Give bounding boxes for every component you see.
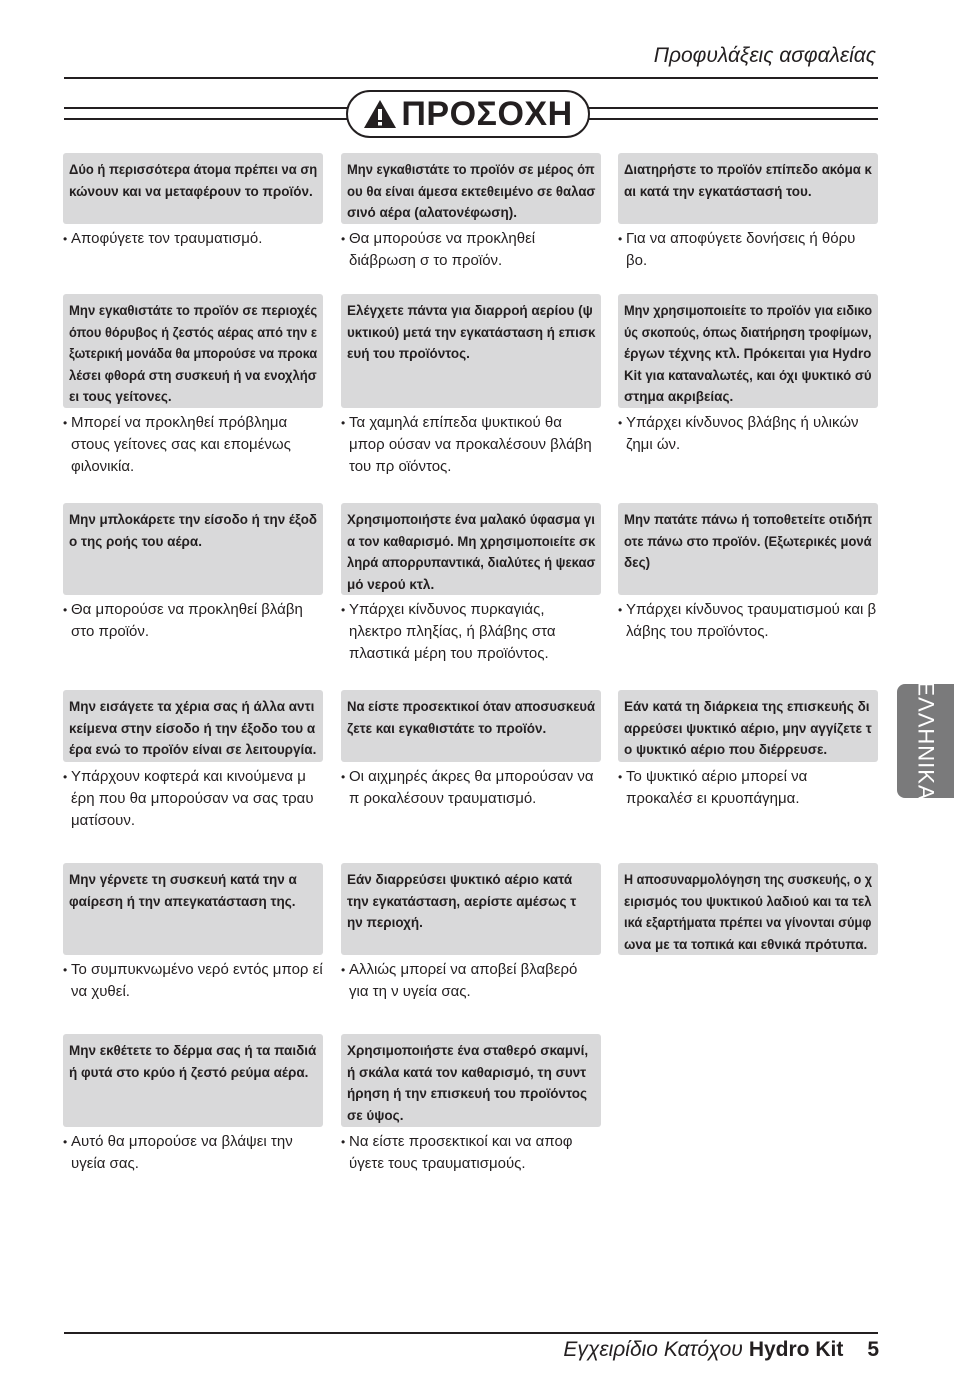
caution-heading: Δύο ή περισσότερα άτομα πρέπει να ση κώνουν και να μεταφέρουν το προϊόν. [63,153,323,224]
caution-note: • Υπάρχει κίνδυνος τραυματισμού και β λάβης του προϊόντος. [618,601,877,640]
language-tab [897,681,954,801]
caution-heading: Ελέγχετε πάντα για διαρροή αερίου (ψ υκτικού) μετά την εγκατάσταση ή επισκ ευή του προϊόντος. [341,294,601,408]
footer-rule [64,1332,878,1334]
caution-item [341,503,601,665]
caution-note: • Αυτό θα μπορούσε να βλάψει την υγεία σας. [63,1133,293,1172]
caution-note: • Να είστε προσεκτικοί και να αποφ ύγετε τους τραυματισμούς. [341,1133,573,1172]
caution-note: • Αποφύγετε τον τραυματισμό. [63,230,263,247]
caution-note: • Θα μπορούσε να προκληθεί βλάβη στο προϊόν. [63,601,303,640]
footer-product: Hydro Kit [748,1338,844,1361]
caution-note: • Αλλιώς μπορεί να αποβεί βλαβερό για τη ν υγεία σας. [341,961,578,1000]
footer [563,1338,879,1362]
caution-note: • Για να αποφύγετε δονήσεις ή θόρυ βο. [618,230,856,269]
caution-note: • Το ψυκτικό αέριο μπορεί να προκαλέσ ει κρυοπάγημα. [618,768,808,807]
caution-heading: Μην μπλοκάρετε την είσοδο ή την έξοδ ο της ροής του αέρα. [63,503,323,595]
caution-note: • Υπάρχει κίνδυνος πυρκαγιάς, ηλεκτρο πληξίας, ή βλάβης στα πλαστικά μέρη του προϊόντος. [341,601,556,662]
footer-manual: Εγχειρίδιο Κατόχου [563,1338,743,1361]
caution-heading: Μην εγκαθιστάτε το προϊόν σε περιοχές όπου θόρυβος ή ζεστός αέρας από την ε ξωτερική μονάδα θα μπορούσε να προκα λέσει φθορά στη συσκευή ή να ενοχλήσ ει τους γείτονες. [63,294,323,408]
caution-note: • Οι αιχμηρές άκρες θα μπορούσαν να π ροκαλέσουν τραυματισμό. [341,768,594,807]
caution-heading: Μην εισάγετε τα χέρια σας ή άλλα αντι κείμενα στην είσοδο ή την έξοδο του α έρα ενώ το προϊόν είναι σε λειτουργία. [63,690,323,762]
caution-item [618,294,878,456]
warning-triangle-icon [363,99,397,129]
language-tab-label: ΕΛΛΗΝΙΚΑ [913,681,939,801]
caution-heading: Να είστε προσεκτικοί όταν αποσυσκευά ζετε και εγκαθιστάτε το προϊόν. [341,690,601,762]
section-title: Προφυλάξεις ασφαλείας [653,44,876,67]
caution-heading: Χρησιμοποιήστε ένα σταθερό σκαμνί, ή σκάλα κατά τον καθαρισμό, τη συντ ήρηση ή την επισκευή του προϊόντος σε ύψος. [341,1034,601,1127]
caution-item [63,1034,323,1175]
caution-heading: Μην χρησιμοποιείτε το προϊόν για ειδικο ύς σκοπούς, όπως διατήρηση τροφίμων, έργων τέχνης κτλ. Πρόκειται για Hydro Kit για καταναλωτές, και όχι ψυκτικό σύ στημα ακριβείας. [618,294,878,408]
caution-heading: Μην πατάτε πάνω ή τοποθετείτε οτιδήπ οτε πάνω στο προϊόν. (Εξωτερικές μονά δες) [618,503,878,595]
caution-item [618,153,878,272]
caution-item [341,294,601,478]
caution-heading: Μην γέρνετε τη συσκευή κατά την α φαίρεση ή την απεγκατάσταση της. [63,863,323,955]
caution-item [63,863,323,1003]
caution-item [341,863,601,1003]
caution-item [63,690,323,832]
caution-note: • Υπάρχει κίνδυνος βλάβης ή υλικών ζημι ών. [618,414,859,453]
caution-item [341,690,601,810]
caution-item [341,153,601,272]
caution-item [341,1034,601,1175]
caution-heading: Εάν διαρρεύσει ψυκτικό αέριο κατά την εγκατάσταση, αερίστε αμέσως τ ην περιοχή. [341,863,601,955]
page-number: 5 [867,1338,879,1361]
caution-note: • Τα χαμηλά επίπεδα ψυκτικού θα μπορ ούσαν να προκαλέσουν βλάβη του πρ οϊόντος. [341,414,592,475]
caution-item [63,503,323,643]
caution-item [618,863,878,955]
caution-item [63,153,323,250]
caution-banner [346,90,590,138]
caution-heading: Εάν κατά τη διάρκεια της επισκευής δι αρρεύσει ψυκτικό αέριο, μην αγγίζετε τ ο ψυκτικό αέριο που διέρρευσε. [618,690,878,762]
caution-heading: Μην εκθέτετε το δέρμα σας ή τα παιδιά ή φυτά στο κρύο ή ζεστό ρεύμα αέρα. [63,1034,323,1127]
caution-heading: Μην εγκαθιστάτε το προϊόν σε μέρος όπ ου θα είναι άμεσα εκτεθειμένο σε θαλασ σινό αέρα (αλατονέφωση). [341,153,601,224]
caution-item [618,690,878,810]
caution-heading: Διατηρήστε το προϊόν επίπεδο ακόμα κ αι κατά την εγκατάστασή του. [618,153,878,224]
caution-note: • Υπάρχουν κοφτερά και κινούμενα μ έρη που θα μπορούσαν να σας τραυ ματίσουν. [63,768,314,829]
caution-note: • Το συμπυκνωμένο νερό εντός μπορ εί να χυθεί. [63,961,323,1000]
caution-item [618,503,878,643]
caution-heading: Χρησιμοποιήστε ένα μαλακό ύφασμα γι α τον καθαρισμό. Μη χρησιμοποιείτε σκ ληρά απορρυπαντικά, διαλύτες ή ψεκασ μό νερού κτλ. [341,503,601,595]
caution-note: • Θα μπορούσε να προκληθεί διάβρωση σ το προϊόν. [341,230,536,269]
caution-item [63,294,323,478]
header-rule [64,77,878,79]
caution-heading: Η αποσυναρμολόγηση της συσκευής, ο χ ειρισμός του ψυκτικού λαδιού και τα τελ ικά εξαρτήματα πρέπει να γίνονται σύμφ ωνα με τα τοπικά και εθνικά πρότυπα. [618,863,878,955]
banner-title: ΠΡΟΣΟΧΗ [401,94,573,133]
caution-note: • Μπορεί να προκληθεί πρόβλημα στους γείτονες σας και επομένως φιλονικία. [63,414,291,475]
